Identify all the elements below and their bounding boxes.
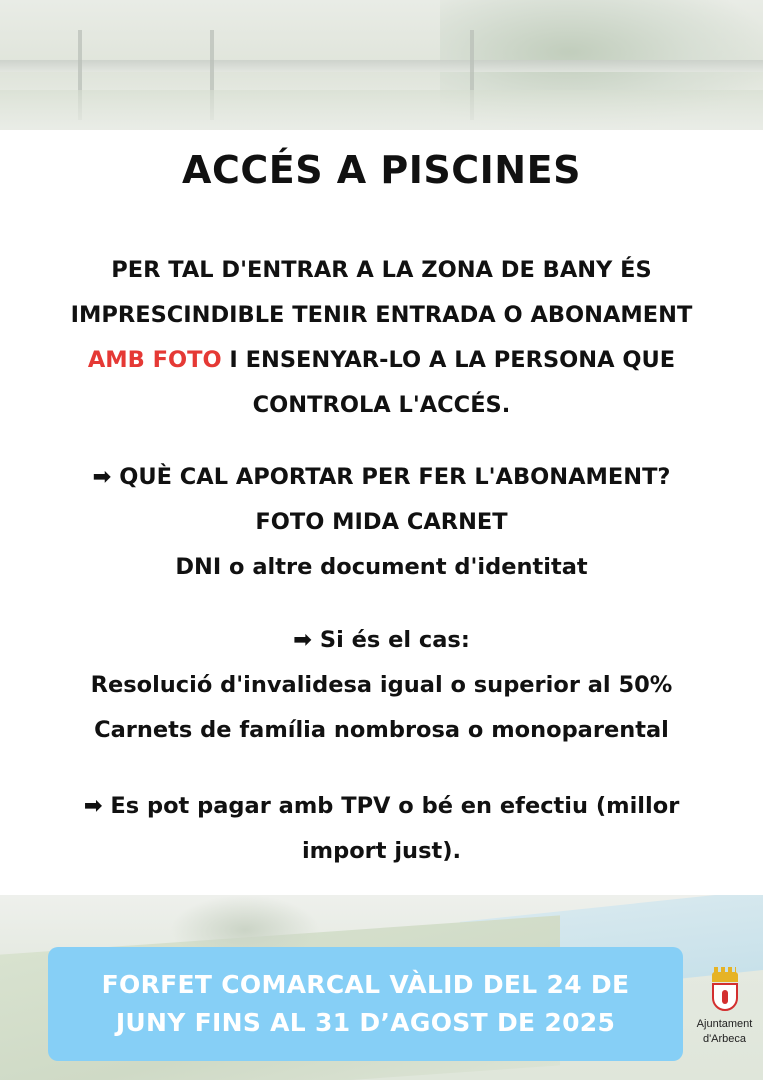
special-case-item: Resolució d'invalidesa igual o superior al 50% bbox=[90, 672, 673, 698]
coat-of-arms-icon bbox=[712, 983, 738, 1011]
arrow-right-icon: ➡ bbox=[83, 793, 103, 819]
banner-line: FORFET COMARCAL VÀLID DEL 24 DE bbox=[101, 970, 630, 999]
crown-icon bbox=[712, 972, 738, 982]
intro-line-rest: I ENSENYAR-LO A LA PERSONA QUE bbox=[221, 347, 676, 373]
arrow-right-icon: ➡ bbox=[293, 627, 313, 653]
logo-line: Ajuntament bbox=[696, 1018, 753, 1030]
requirements-question-text: QUÈ CAL APORTAR PER FER L'ABONAMENT? bbox=[111, 464, 671, 490]
intro-line bbox=[10, 338, 753, 383]
requirements-section bbox=[10, 455, 753, 590]
header-shrubs bbox=[0, 90, 763, 130]
requirement-item: FOTO MIDA CARNET bbox=[255, 509, 508, 535]
header-railing bbox=[0, 60, 763, 72]
payment-line-text: Es pot pagar amb TPV o bé en efectiu (millor bbox=[102, 793, 680, 819]
intro-line: PER TAL D'ENTRAR A LA ZONA DE BANY ÉS bbox=[111, 257, 652, 283]
payment-line: import just). bbox=[301, 838, 462, 864]
page-title: ACCÉS A PISCINES bbox=[182, 148, 581, 192]
town-hall-logo bbox=[686, 972, 763, 1072]
intro-paragraph bbox=[10, 248, 753, 428]
special-case-item: Carnets de família nombrosa o monoparental bbox=[94, 717, 669, 743]
arrow-right-icon: ➡ bbox=[92, 464, 112, 490]
intro-line: IMPRESCINDIBLE TENIR ENTRADA O ABONAMENT bbox=[70, 302, 693, 328]
intro-line: CONTROLA L'ACCÉS. bbox=[252, 392, 511, 418]
payment-section bbox=[10, 784, 753, 874]
banner-text bbox=[66, 966, 666, 1042]
logo-text bbox=[686, 1017, 763, 1047]
banner-line: JUNY FINS AL 31 D’AGOST DE 2025 bbox=[115, 1008, 616, 1037]
logo-line: d'Arbeca bbox=[702, 1033, 747, 1045]
special-case-heading bbox=[10, 618, 753, 663]
header-photo bbox=[0, 0, 763, 130]
requirement-item: DNI o altre document d'identitat bbox=[175, 554, 588, 580]
validity-banner bbox=[48, 947, 683, 1061]
special-case-heading-text: Si és el cas: bbox=[312, 627, 470, 653]
special-case-section bbox=[10, 618, 753, 753]
requirements-question bbox=[10, 455, 753, 500]
payment-line bbox=[10, 784, 753, 829]
photo-highlight: AMB FOTO bbox=[87, 347, 222, 373]
